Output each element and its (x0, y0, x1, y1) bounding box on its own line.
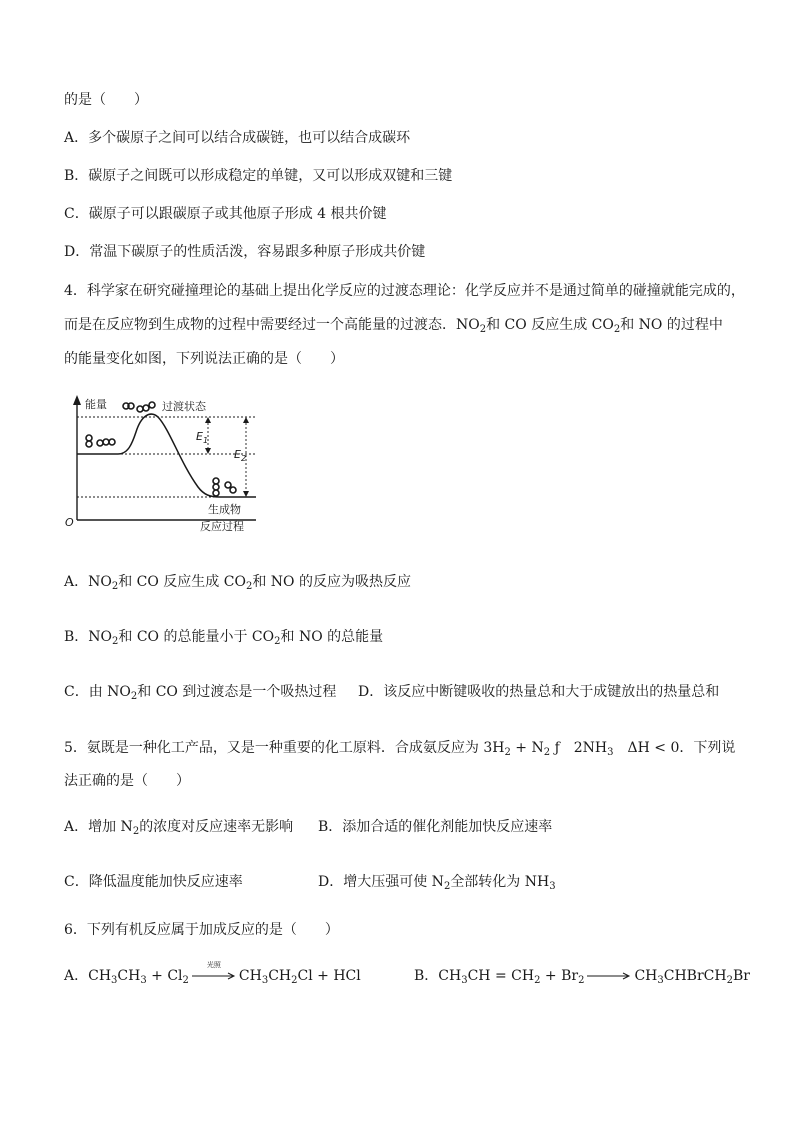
q4-option-c[interactable]: C．由 $NO_2$和 CO 到过渡态是一个吸热过程 (64, 684, 337, 702)
product-label: 生成物 (208, 503, 241, 516)
q3-option-b[interactable]: B．碳原子之间既可以形成稳定的单键，又可以形成双键和三键 (64, 168, 453, 184)
reactant-molecule-icon (86, 435, 115, 447)
q4-option-d[interactable]: D．该反应中断键吸收的热量总和大于成键放出的热量总和 (358, 684, 720, 700)
q6-option-b[interactable]: B．$CH_3CH = CH_2 + Br_2$ $CH_3CHBrCH_2Br$ (414, 968, 750, 986)
e2-arrow-up-icon (243, 417, 249, 423)
transition-molecule-icon (123, 402, 155, 412)
transition-label: 过渡状态 (162, 400, 206, 413)
e2-label: $E_2$ (234, 448, 247, 463)
q4-stem-line2: 而是在反应物到生成物的过程中需要经过一个高能量的过渡态．$NO_2$和 CO 反应生成 $CO_2$和 NO 的过程中 (64, 317, 723, 335)
q5-option-c[interactable]: C．降低温度能加快反应速率 (64, 874, 243, 890)
q3-option-a[interactable]: A．多个碳原子之间可以结合成碳链，也可以结合成碳环 (64, 130, 411, 146)
q6-option-a[interactable]: A．$CH_3CH_3 + Cl_2$ 光照 $CH_3CH_2Cl$ + HCl (64, 961, 361, 986)
energy-diagram (60, 392, 260, 532)
e1-arrow-down-icon (205, 448, 211, 454)
x-axis-label: 反应过程 (200, 520, 244, 532)
q4-stem-line3: 的能量变化如图，下列说法正确的是（ ） (64, 351, 344, 367)
q6-stem: 6．下列有机反应属于加成反应的是（ ） (64, 922, 339, 938)
origin-label: O (65, 516, 74, 529)
q4-option-a[interactable]: A．$NO_2$和 CO 反应生成 $CO_2$和 NO 的反应为吸热反应 (64, 574, 411, 592)
q5-option-b[interactable]: B．添加合适的催化剂能加快反应速率 (318, 819, 553, 835)
q3-option-c[interactable]: C．碳原子可以跟碳原子或其他原子形成 4 根共价键 (64, 206, 387, 222)
q5-stem-line1: 5．氨既是一种化工产品，又是一种重要的化工原料．合成氨反应为 $3H_2 + N_2$ ƒ $2NH_3$ ΔH < 0．下列说 (64, 740, 736, 758)
e2-arrow-down-icon (243, 491, 249, 497)
q4-stem-line1: 4．科学家在研究碰撞理论的基础上提出化学反应的过渡态理论：化学反应并不是通过简单的碰撞就能完成的， (64, 283, 745, 299)
q3-option-d[interactable]: D．常温下碳原子的性质活泼，容易跟多种原子形成共价键 (64, 244, 426, 260)
q5-stem-line2: 法正确的是（ ） (64, 773, 190, 789)
q5-option-d[interactable]: D．增大压强可使 $N_2$全部转化为 $NH_3$ (318, 874, 556, 892)
y-axis-arrow-icon (73, 395, 81, 405)
light-arrow (192, 961, 236, 980)
e1-label: $E_1$ (196, 430, 209, 445)
product-molecule-icon (213, 478, 236, 496)
q4-option-b[interactable]: B．$NO_2$和 CO 的总能量小于 $CO_2$和 NO 的总能量 (64, 629, 384, 647)
q3-stem-tail: 的是（ ） (64, 92, 148, 108)
reaction-arrow-icon (587, 972, 631, 980)
reaction-condition: 光照 (206, 961, 221, 969)
e1-arrow-up-icon (205, 417, 211, 423)
reaction-arrow-icon (192, 972, 236, 980)
y-axis-label: 能量 (85, 398, 107, 411)
q5-option-a[interactable]: A．增加 $N_2$的浓度对反应速率无影响 (64, 819, 294, 837)
energy-curve (77, 414, 256, 497)
